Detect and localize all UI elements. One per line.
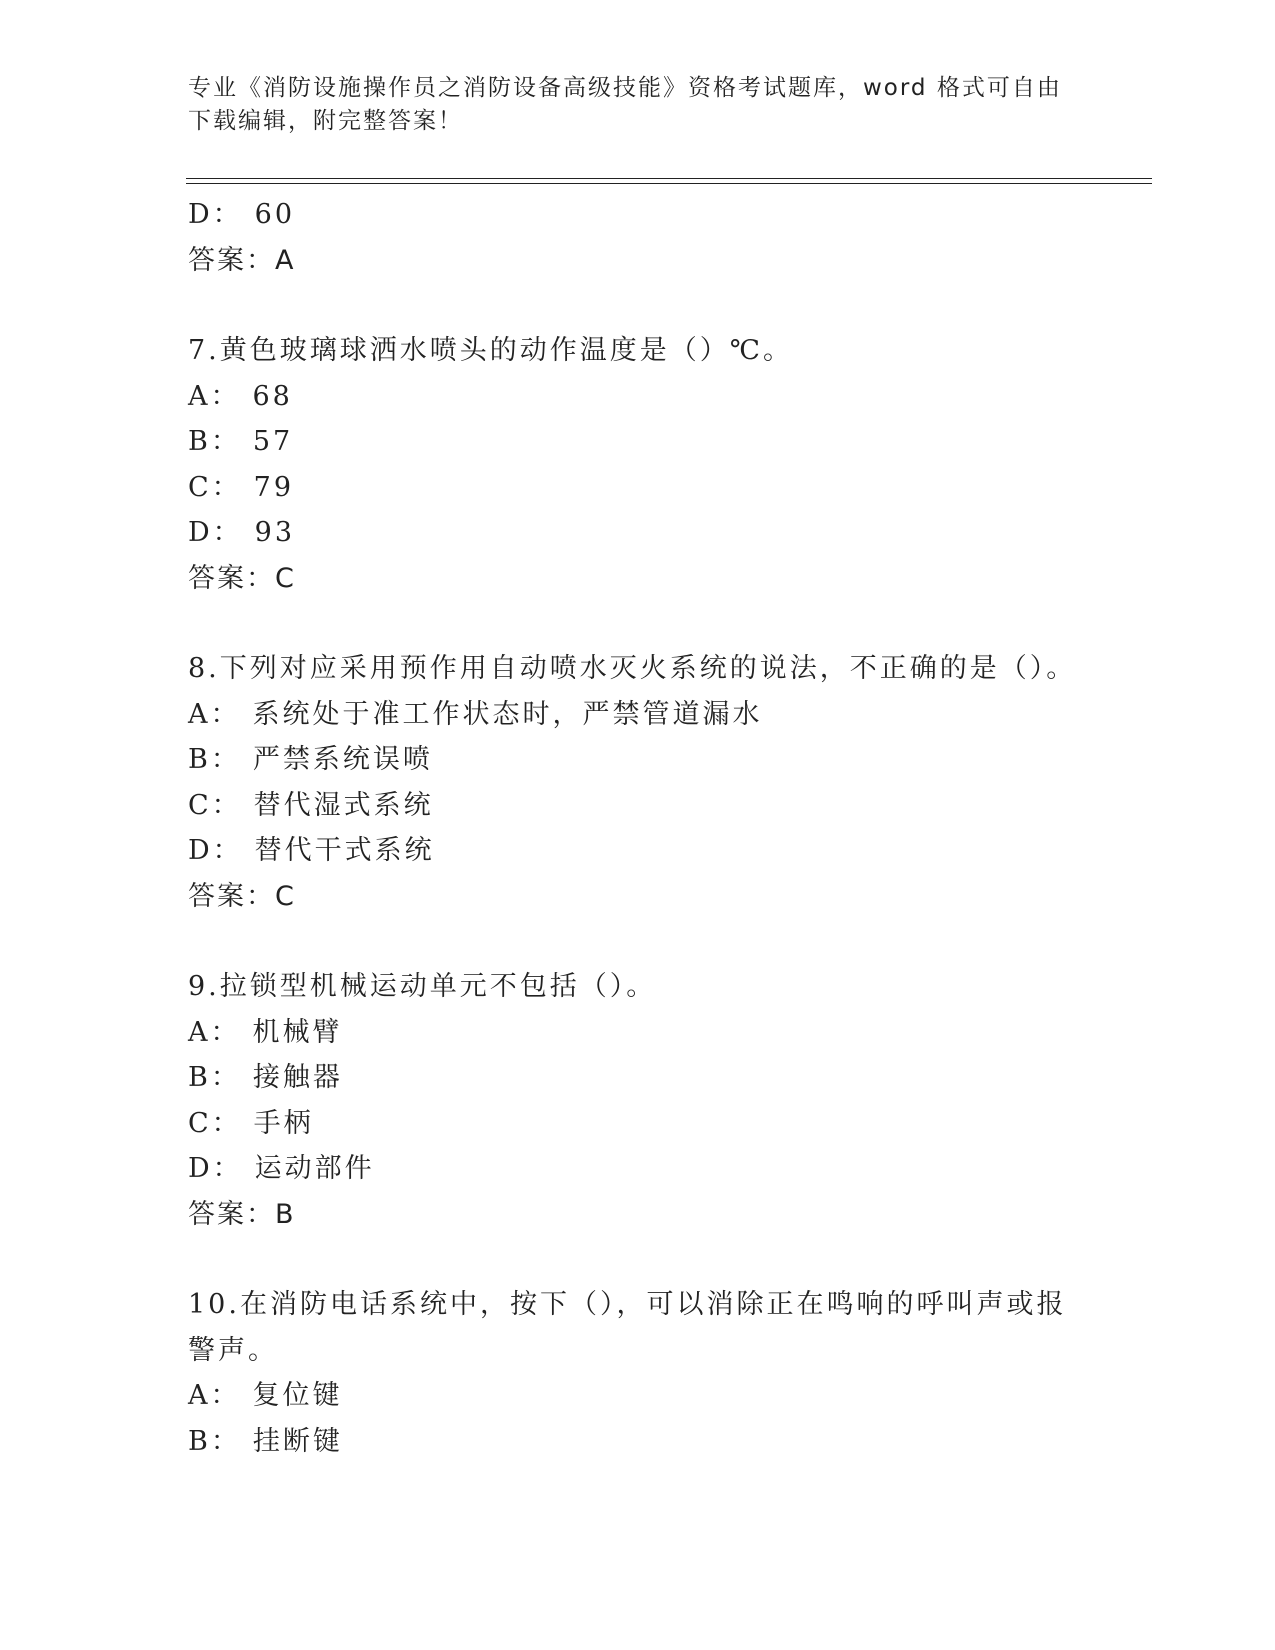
option-text: 68 [252,380,293,412]
option-b [188,737,1088,783]
option-key: D： [188,835,243,866]
option-key: B： [188,426,241,457]
header-divider-top [186,178,1152,179]
option-a [188,1373,1088,1419]
page-header [188,72,1068,138]
option-key: D： [188,517,243,548]
option-text: 93 [254,517,296,548]
question-10 [188,1282,1088,1464]
answer: 答案：A [188,244,296,276]
option-d [188,192,1088,238]
option-d [188,828,1088,874]
option-text: 复位键 [252,1380,343,1411]
option-key: B： [188,1062,241,1093]
option-c [188,783,1088,829]
option-a [188,1010,1088,1056]
option-key: A： [188,1016,241,1048]
answer: 答案：B [188,1198,296,1230]
option-text: 挂断键 [252,1425,343,1457]
option-a [188,374,1088,420]
question-6-tail [188,192,1088,283]
option-key: C： [188,1107,242,1139]
option-key: A： [188,1380,241,1411]
option-text: 接触器 [252,1062,343,1093]
option-text: 严禁系统误喷 [252,744,433,775]
option-key: D： [188,1153,243,1184]
option-a [188,692,1088,738]
option-key: A： [188,380,241,412]
answer: 答案：C [188,562,296,594]
question-stem: 9.拉锁型机械运动单元不包括（）。 [188,971,657,1002]
option-text: 替代干式系统 [254,835,435,866]
question-list [188,192,1088,1464]
question-stem: 8.下列对应采用预作用自动喷水灭火系统的说法，不正确的是（）。 [188,653,1077,684]
option-text: 运动部件 [254,1153,375,1184]
option-text: 手柄 [253,1107,314,1139]
option-b [188,419,1088,465]
question-7 [188,328,1088,601]
option-text: 替代湿式系统 [253,789,434,821]
option-c [188,1101,1088,1147]
option-text: 机械臂 [252,1016,343,1048]
answer: 答案：C [188,880,296,912]
question-stem: 7.黄色玻璃球洒水喷头的动作温度是（）℃。 [188,335,793,366]
option-key: B： [188,1425,241,1457]
option-text: 57 [252,426,294,457]
option-key: D： [188,199,243,230]
option-d [188,1146,1088,1192]
option-text: 60 [254,199,296,230]
option-c [188,465,1088,511]
option-b [188,1055,1088,1101]
option-key: A： [188,698,241,730]
option-d [188,510,1088,556]
question-stem: 10.在消防电话系统中，按下（），可以消除正在鸣响的呼叫声或报警声。 [188,1289,1067,1366]
question-8 [188,646,1088,919]
option-key: C： [188,471,242,503]
option-text: 79 [253,471,295,503]
question-9 [188,964,1088,1237]
option-key: C： [188,789,242,821]
header-divider-bottom [186,183,1152,184]
option-key: B： [188,744,241,775]
option-b [188,1419,1088,1465]
header-title: 专业《消防设施操作员之消防设备高级技能》资格考试题库，word 格式可自由下载编辑，附完整答案！ [188,75,1062,134]
option-text: 系统处于准工作状态时，严禁管道漏水 [252,698,763,730]
